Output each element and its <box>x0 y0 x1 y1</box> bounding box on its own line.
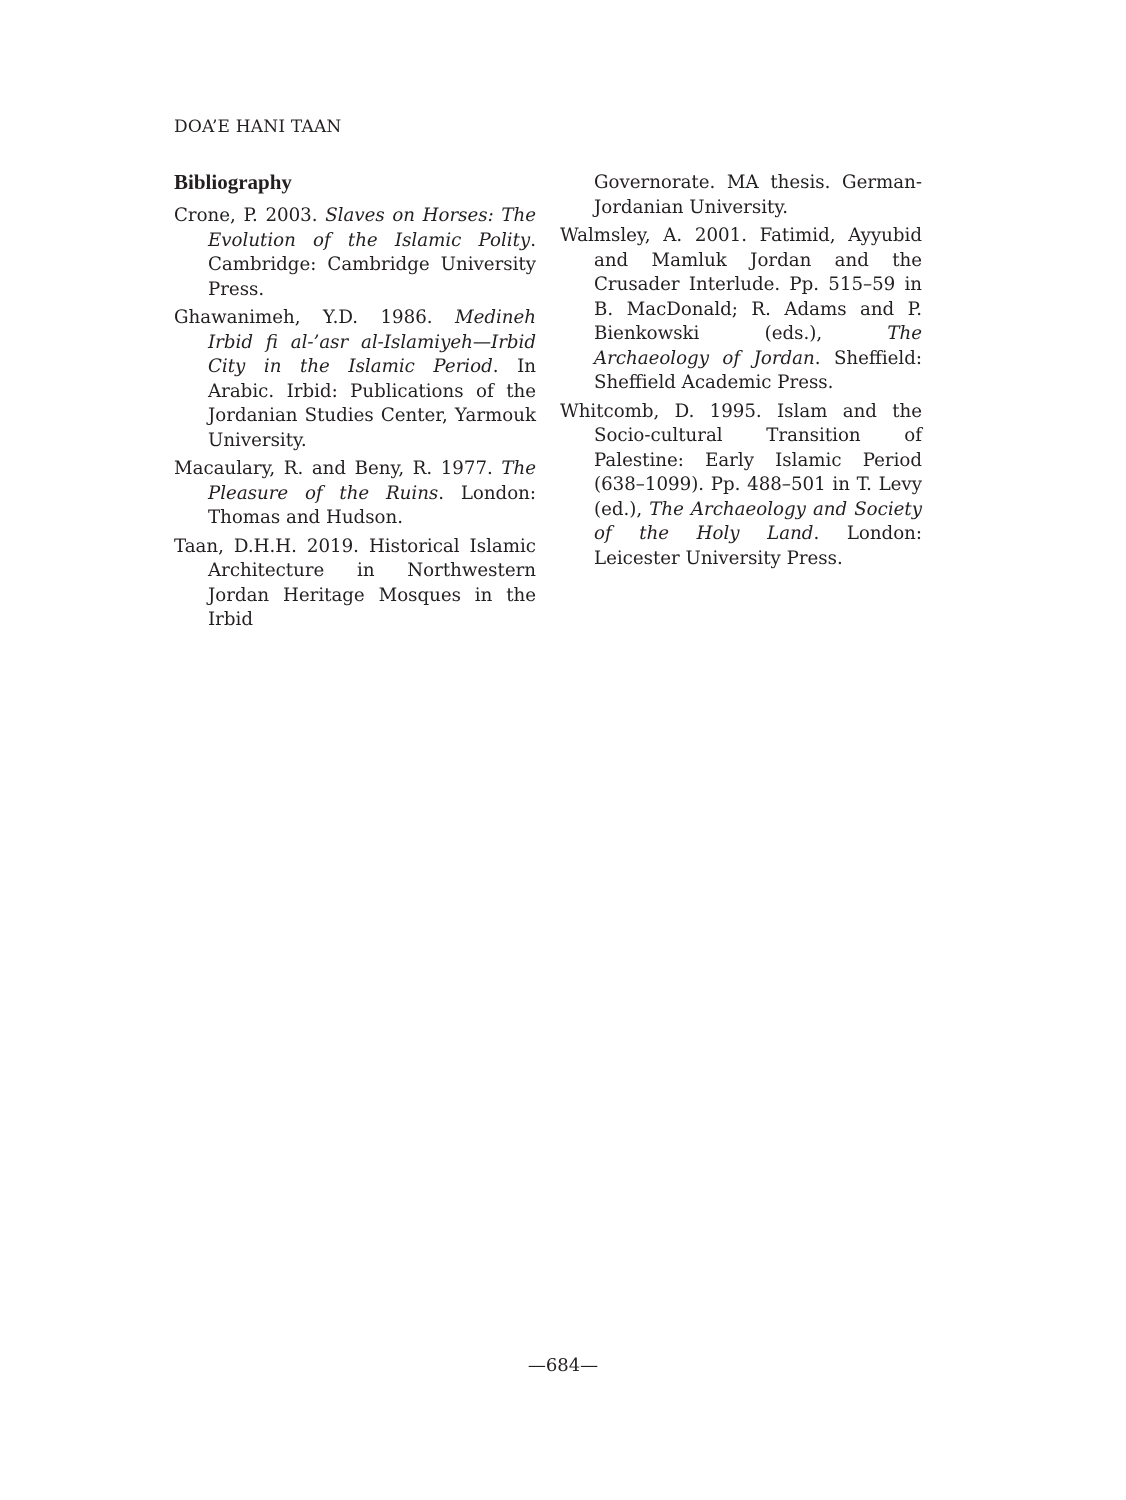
bibliography-entry-ghawanimeh: Ghawanimeh, Y.D. 1986. Medineh Irbid fi al-’asr al-Islamiyeh—Irbid City in the Islamic Period. In Arabic. Irbid: Publications of the Jordanian Studies Center, Yarmouk University. <box>174 307 536 451</box>
bibliography-column-right <box>560 171 922 575</box>
bibliography-entry-taan: Taan, D.H.H. 2019. Historical Islamic Architecture in Northwestern Jordan Heritage Mosques in the Irbid <box>174 535 536 630</box>
bibliography-entry-whitcomb: Whitcomb, D. 1995. Islam and the Socio-cultural Transition of Palestine: Early Islamic Period (638–1099). Pp. 488–501 in T. Levy (ed.), The Archaeology and Society of the Holy Land. London: Leicester University Press. <box>560 400 922 569</box>
bibliography-entry-crone: Crone, P. 2003. Slaves on Horses: The Evolution of the Islamic Polity. Cambridge: Cambridge University Press. <box>174 205 537 300</box>
running-head: DOA’E HANI TAAN <box>174 117 342 137</box>
page-number: —684— <box>527 1355 599 1376</box>
bibliography-heading: Bibliography <box>174 170 292 194</box>
bibliography-entry-walmsley: Walmsley, A. 2001. Fatimid, Ayyubid and Mamluk Jordan and the Crusader Interlude. Pp. 515–59 in B. MacDonald; R. Adams and P. Bienkowski (eds.), The Archaeology of Jordan. Sheffield: Sheffield Academic Press. <box>560 225 922 393</box>
bibliography-entry-taan-continued: Governorate. MA thesis. German-Jordanian University. <box>594 172 922 218</box>
bibliography-entry-macaulary: Macaulary, R. and Beny, R. 1977. The Pleasure of the Ruins. London: Thomas and Hudson. <box>174 458 536 528</box>
bibliography-column-left <box>174 168 536 637</box>
